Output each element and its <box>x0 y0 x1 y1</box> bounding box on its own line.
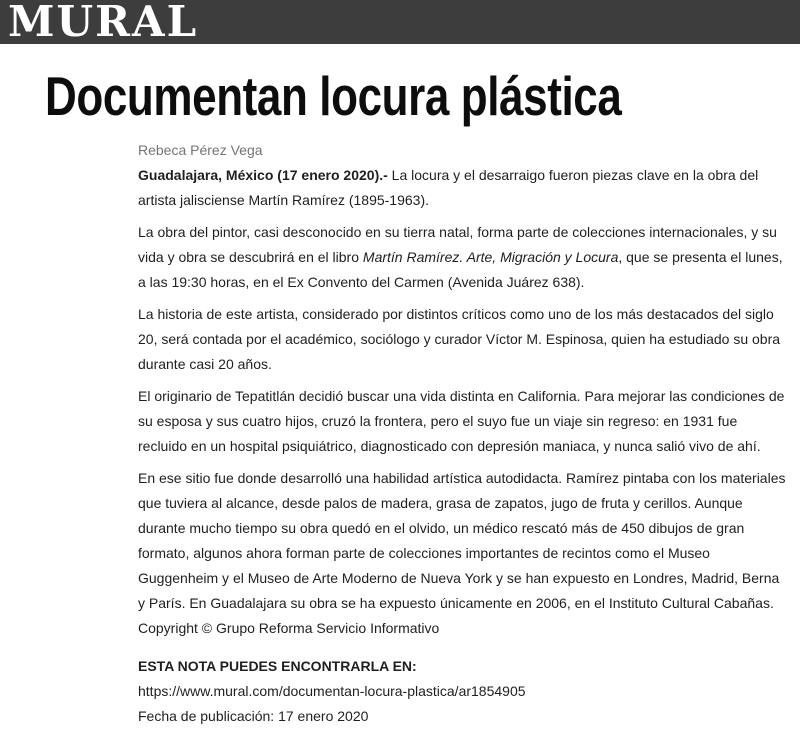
article-byline: Rebeca Pérez Vega <box>138 142 263 158</box>
masthead-banner <box>0 0 800 44</box>
paragraph-segment: En ese sitio fue donde desarrolló una habilidad artística autodidacta. Ramírez pintaba con los materiales que tuviera al alcance, desde palos de madera, grasa de zapatos, jugo de fruta y cerillos. Aunque durante mucho tiempo su obra quedó en el olvido, un médico rescató más de 450 dibujos de gran formato, algunos ahora forman parte de colecciones importantes de recintos como el Museo Guggenheim y el Museo de Arte Moderno de Nueva York y se han expuesto en Londres, Madrid, Berna y París. En Guadalajara su obra se ha expuesto únicamente en 2006, en el Instituto Cultural Cabañas. <box>138 470 786 611</box>
article-headline: Documentan locura plástica <box>45 65 622 127</box>
article-paragraph <box>138 302 786 377</box>
footer-heading: ESTA NOTA PUEDES ENCONTRARLA EN: <box>138 658 417 674</box>
paragraph-segment: , que se presenta el lunes, a las 19:30 horas, en el Ex Convento del Carmen (Avenida Juárez 638). <box>138 249 783 290</box>
paragraph-segment: Guadalajara, México (17 enero 2020).- <box>138 167 392 183</box>
article-body <box>138 138 786 729</box>
article-url: https://www.mural.com/documentan-locura-plastica/ar1854905 <box>138 683 526 699</box>
article-paragraphs <box>138 163 786 616</box>
paragraph-segment: La obra del pintor, casi desconocido en su tierra natal, forma parte de colecciones internacionales, y su vida y obra se descubrirá en el libro <box>138 224 777 265</box>
paragraph-segment: El originario de Tepatitlán decidió buscar una vida distinta en California. Para mejorar las condiciones de su esposa y sus cuatro hijos, cruzó la frontera, pero el suyo fue un viaje sin regreso: en 1931 fue recluido en un hospital psiquiátrico, diagnosticado con depresión maniaca, y nunca salió vivo de ahí. <box>138 388 785 454</box>
copyright-line: Copyright © Grupo Reforma Servicio Informativo <box>138 620 440 636</box>
article-paragraph <box>138 384 786 459</box>
mural-logo: MURAL <box>8 0 199 44</box>
paragraph-segment: Martín Ramírez. Arte, Migración y Locura <box>362 249 619 265</box>
article-paragraph <box>138 163 786 213</box>
article-paragraph <box>138 220 786 295</box>
article-paragraph <box>138 466 786 616</box>
paragraph-segment: La locura y el desarraigo fueron piezas clave en la obra del artista jalisciense Martín Ramírez (1895-1963). <box>138 167 759 208</box>
publication-date: Fecha de publicación: 17 enero 2020 <box>138 708 369 724</box>
paragraph-segment: La historia de este artista, considerado por distintos críticos como uno de los más destacados del siglo 20, será contada por el académico, sociólogo y curador Víctor M. Espinosa, quien ha estudiado su obra durante casi 20 años. <box>138 306 781 372</box>
article-footer <box>138 654 786 729</box>
